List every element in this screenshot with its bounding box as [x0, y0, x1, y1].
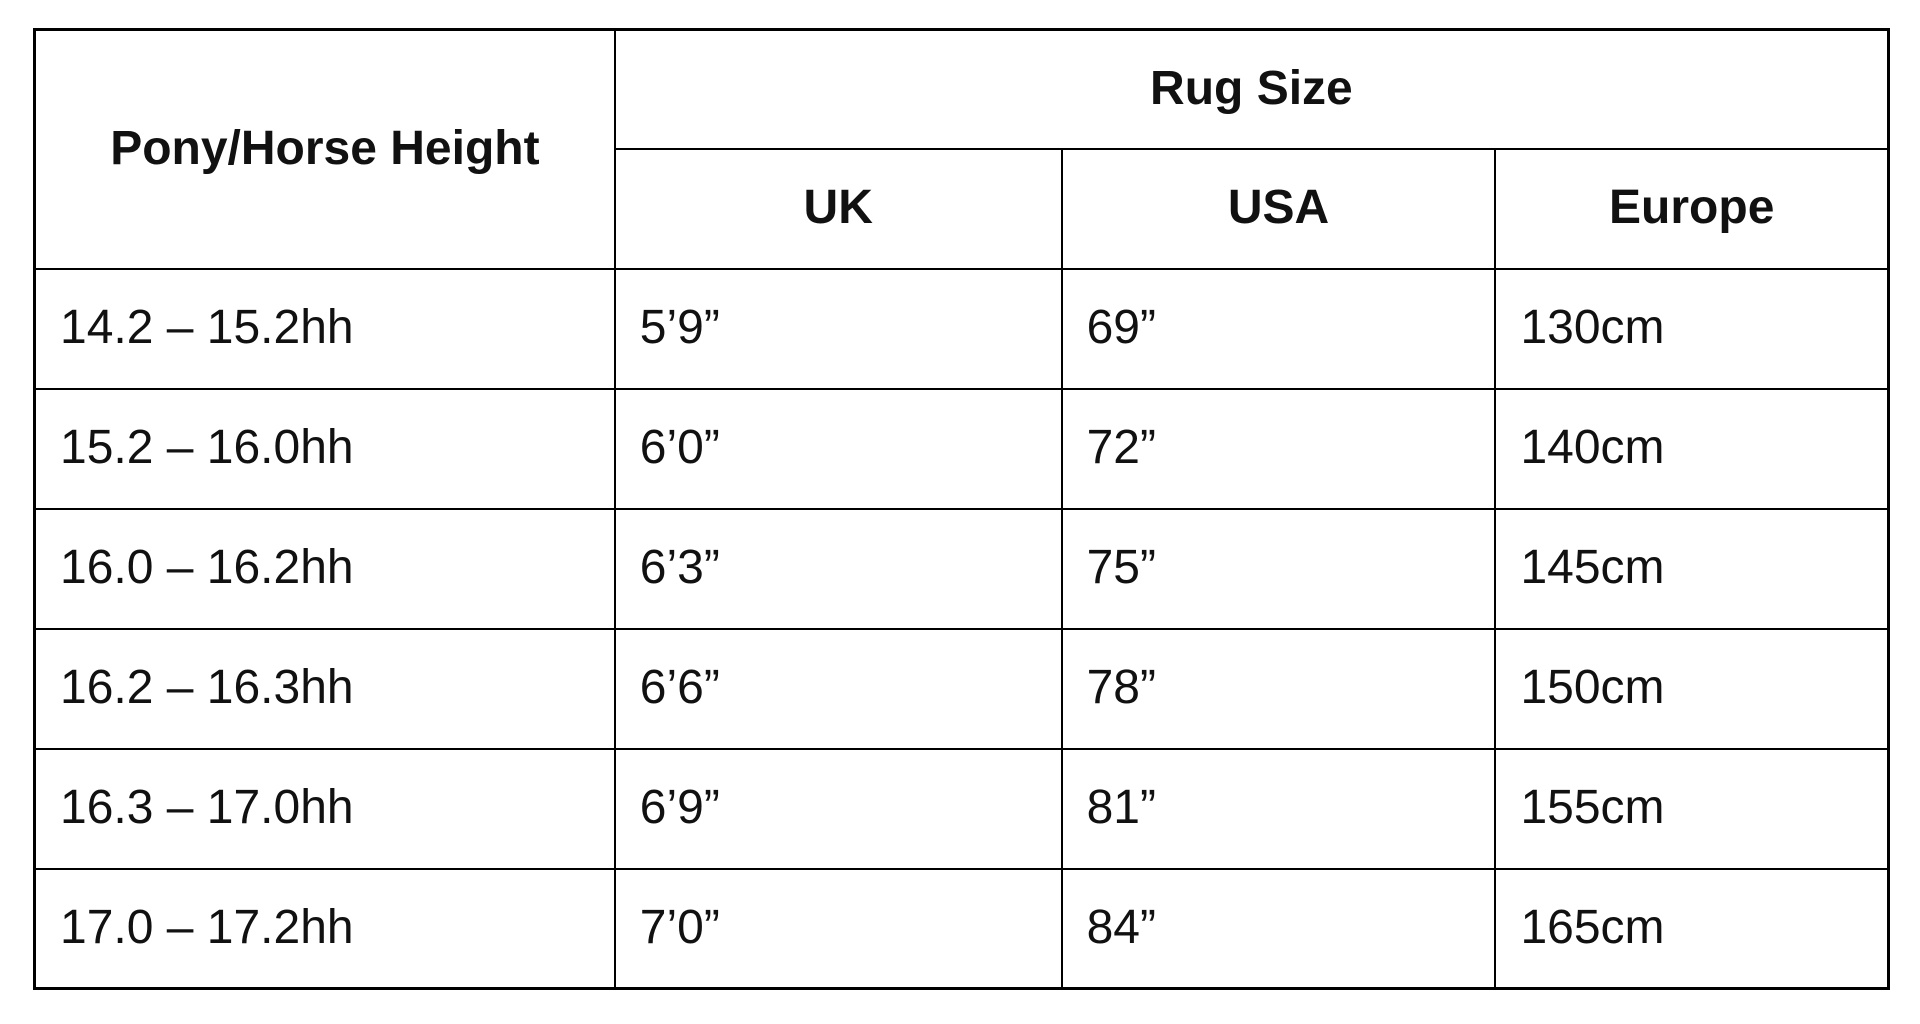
table-row — [35, 269, 1889, 389]
header-usa: USA — [1062, 149, 1496, 269]
cell-usa: 75” — [1062, 509, 1496, 629]
cell-uk: 5’9” — [615, 269, 1062, 389]
table-row — [35, 509, 1889, 629]
table-row — [35, 629, 1889, 749]
header-uk: UK — [615, 149, 1062, 269]
rug-size-table — [33, 28, 1890, 990]
table-row — [35, 869, 1889, 989]
table-row — [35, 389, 1889, 509]
cell-usa: 84” — [1062, 869, 1496, 989]
cell-height: 14.2 – 15.2hh — [35, 269, 615, 389]
cell-uk: 6’3” — [615, 509, 1062, 629]
header-rug-size: Rug Size — [615, 30, 1889, 149]
cell-uk: 6’6” — [615, 629, 1062, 749]
cell-uk: 6’9” — [615, 749, 1062, 869]
cell-height: 17.0 – 17.2hh — [35, 869, 615, 989]
rug-size-table-container — [33, 28, 1890, 988]
cell-height: 16.2 – 16.3hh — [35, 629, 615, 749]
cell-europe: 165cm — [1495, 869, 1888, 989]
table-row — [35, 749, 1889, 869]
cell-uk: 7’0” — [615, 869, 1062, 989]
cell-europe: 155cm — [1495, 749, 1888, 869]
cell-europe: 140cm — [1495, 389, 1888, 509]
cell-europe: 145cm — [1495, 509, 1888, 629]
cell-usa: 78” — [1062, 629, 1496, 749]
cell-usa: 81” — [1062, 749, 1496, 869]
cell-height: 15.2 – 16.0hh — [35, 389, 615, 509]
header-europe: Europe — [1495, 149, 1888, 269]
cell-height: 16.0 – 16.2hh — [35, 509, 615, 629]
header-pony-horse-height: Pony/Horse Height — [35, 30, 615, 269]
cell-usa: 69” — [1062, 269, 1496, 389]
cell-height: 16.3 – 17.0hh — [35, 749, 615, 869]
cell-europe: 130cm — [1495, 269, 1888, 389]
cell-usa: 72” — [1062, 389, 1496, 509]
cell-uk: 6’0” — [615, 389, 1062, 509]
header-row-group — [35, 30, 1889, 149]
cell-europe: 150cm — [1495, 629, 1888, 749]
